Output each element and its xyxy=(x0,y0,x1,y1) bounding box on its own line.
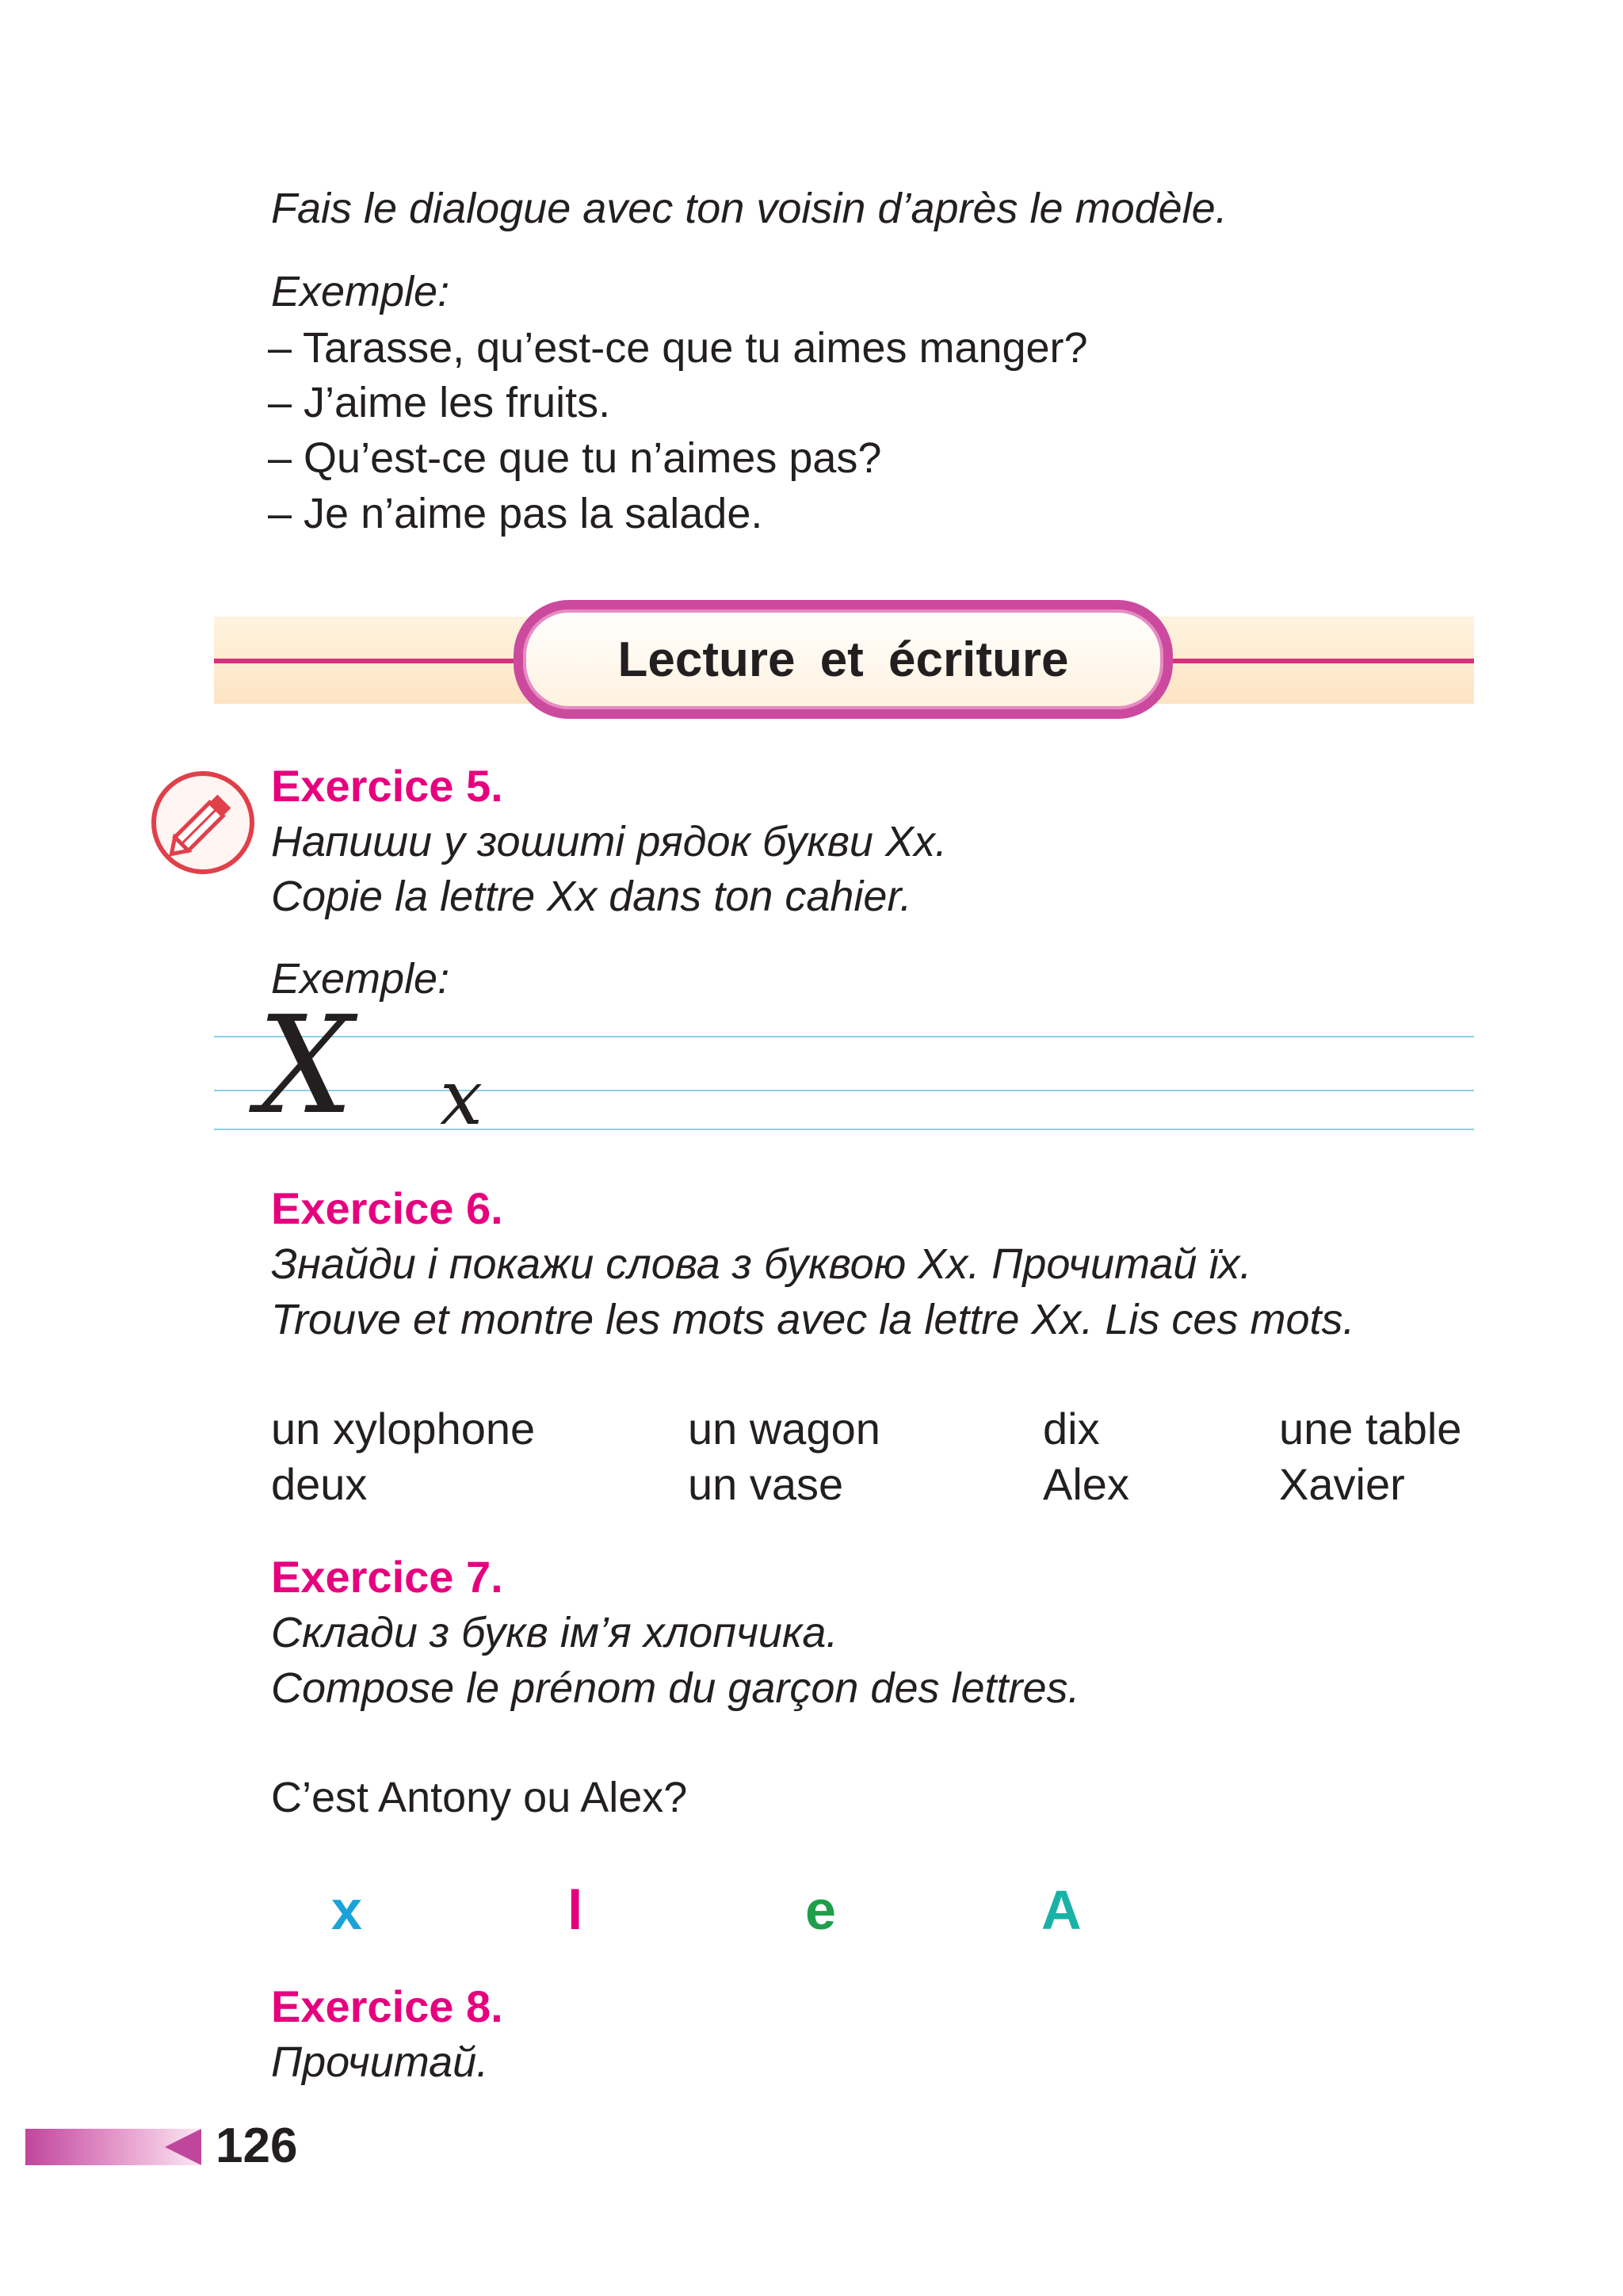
word-item: un xylophone xyxy=(271,1404,536,1454)
section-banner xyxy=(514,600,1173,719)
scrambled-letter: x xyxy=(331,1879,362,1941)
writing-line-top xyxy=(214,1036,1474,1037)
instruction-text: Fais le dialogue avec ton voisin d’après le modèle. xyxy=(271,185,1228,232)
section-title: Lecture et écriture xyxy=(617,632,1069,687)
exercise-7-instruction-uk: Склади з букв ім’я хлопчика. xyxy=(271,1609,838,1656)
exercise-5-instruction-fr: Copie la lettre Xx dans ton cahier. xyxy=(271,873,912,920)
cursive-lowercase-x: x xyxy=(440,1053,483,1142)
example-label: Exemple: xyxy=(271,268,450,315)
word-item: un wagon xyxy=(688,1404,880,1454)
exercise-7-instruction-fr: Compose le prénom du garçon des lettres. xyxy=(271,1664,1080,1712)
exercise-6-instruction-fr: Trouve et montre les mots avec la lettre Xx. Lis ces mots. xyxy=(271,1296,1355,1343)
banner-line-right xyxy=(1165,659,1474,663)
page-arrow-icon xyxy=(165,2129,201,2165)
exercise-7-title: Exercice 7. xyxy=(271,1552,503,1602)
cursive-uppercase-x: X xyxy=(258,988,354,1144)
scrambled-letter: l xyxy=(567,1879,583,1941)
exercise-6-title: Exercice 6. xyxy=(271,1183,503,1233)
scrambled-letter: A xyxy=(1041,1879,1082,1941)
exercise-5-instruction-uk: Напиши у зошиті рядок букви Хх. xyxy=(271,818,947,865)
exercise-5-title: Exercice 5. xyxy=(271,761,503,811)
word-item: un vase xyxy=(688,1459,844,1509)
writing-line-middle xyxy=(214,1090,1474,1091)
dialogue-line: – Tarasse, qu’est-ce que tu aimes manger? xyxy=(268,324,1088,372)
dialogue-line: – Je n’aime pas la salade. xyxy=(268,490,763,537)
pencil-icon xyxy=(149,769,257,877)
word-item: deux xyxy=(271,1459,368,1509)
word-item: Alex xyxy=(1043,1459,1129,1509)
writing-line-bottom xyxy=(214,1129,1474,1130)
word-item: une table xyxy=(1279,1404,1462,1454)
exercise-6-instruction-uk: Знайди і покажи слова з буквою Хх. Прочитай їх. xyxy=(271,1240,1252,1288)
banner-line-left xyxy=(214,659,523,663)
exercise-5-example-label: Exemple: xyxy=(271,955,450,1003)
exercise-7-question: C’est Antony ou Alex? xyxy=(271,1774,688,1821)
page-number: 126 xyxy=(216,2118,298,2173)
word-item: dix xyxy=(1043,1404,1100,1454)
word-item: Xavier xyxy=(1279,1459,1405,1509)
dialogue-line: – J’aime les fruits. xyxy=(268,379,611,426)
scrambled-letter: e xyxy=(805,1879,836,1941)
exercise-8-instruction-uk: Прочитай. xyxy=(271,2038,489,2086)
exercise-8-title: Exercice 8. xyxy=(271,1981,503,2031)
dialogue-line: – Qu’est-ce que tu n’aimes pas? xyxy=(268,434,882,482)
